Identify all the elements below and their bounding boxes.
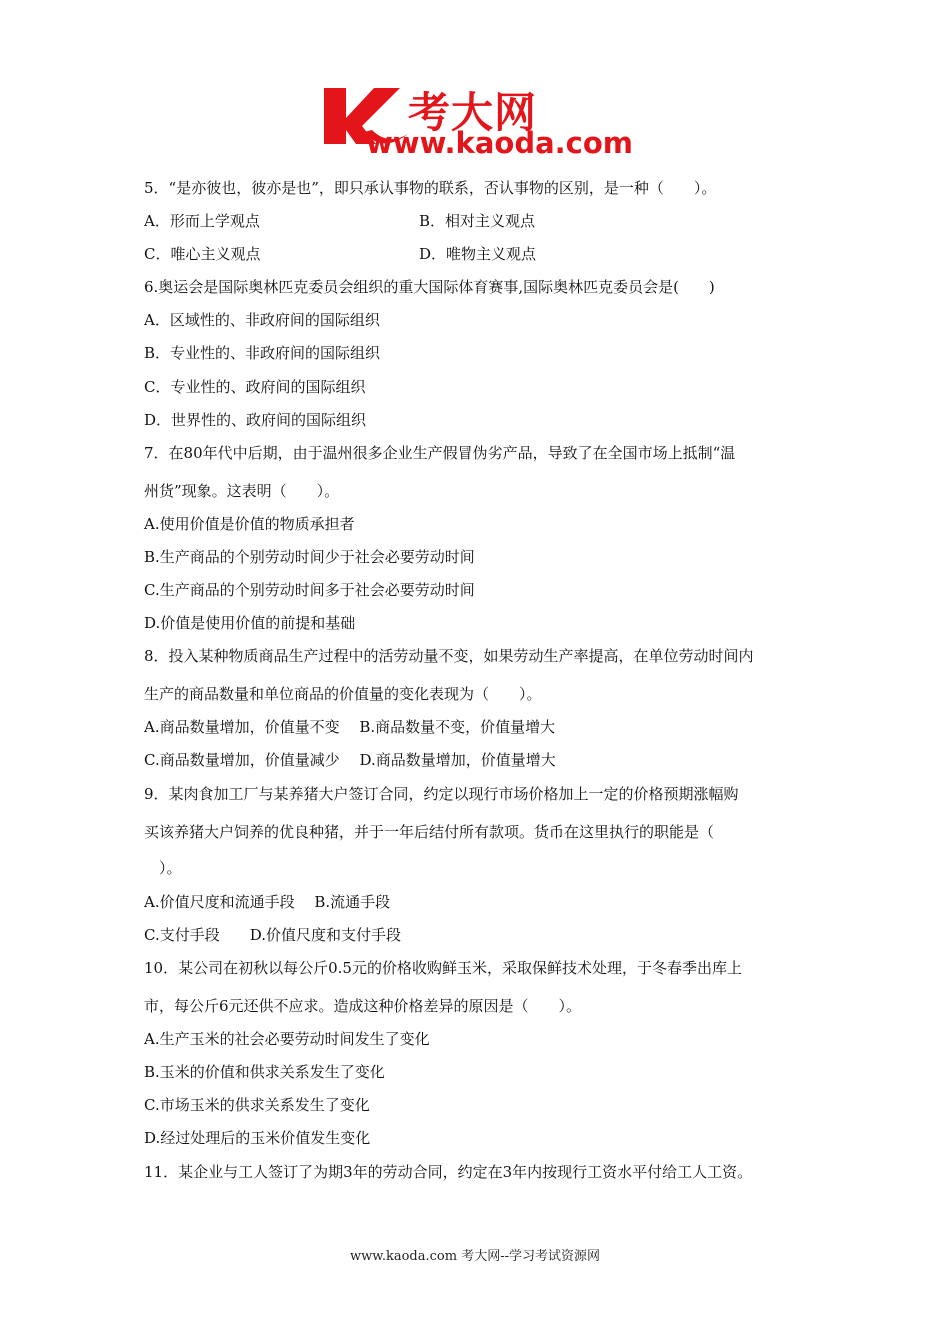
q5-stem: 5．“是亦彼也，彼亦是也”，即只承认事物的联系，否认事物的区别，是一种（ ）。 xyxy=(144,179,717,197)
q6-option-b: B．专业性的、非政府间的国际组织 xyxy=(144,344,381,362)
q8-options-ab: A.商品数量增加，价值量不变 B.商品数量不变，价值量增大 xyxy=(144,718,556,736)
q10-option-c: C.市场玉米的供求关系发生了变化 xyxy=(144,1096,370,1114)
q5-option-d: D．唯物主义观点 xyxy=(419,245,537,263)
q6-stem: 6.奥运会是国际奥林匹克委员会组织的重大国际体育赛事,国际奥林匹克委员会是( ) xyxy=(144,278,715,296)
logo-brand-text: 考大网 xyxy=(408,88,538,137)
q7-stem-line2: 州货”现象。这表明（ ）。 xyxy=(144,482,340,500)
q10-option-b: B.玉米的价值和供求关系发生了变化 xyxy=(144,1063,385,1081)
q7-option-b: B.生产商品的个别劳动时间少于社会必要劳动时间 xyxy=(144,548,475,566)
q8-stem-line2: 生产的商品数量和单位商品的价值量的变化表现为（ ）。 xyxy=(144,685,542,703)
q7-option-a: A.使用价值是价值的物质承担者 xyxy=(144,515,355,533)
q8-stem-line1: 8．投入某种物质商品生产过程中的活劳动量不变，如果劳动生产率提高，在单位劳动时间内 xyxy=(144,647,754,665)
q6-option-a: A．区域性的、非政府间的国际组织 xyxy=(144,311,380,329)
q7-option-c: C.生产商品的个别劳动时间多于社会必要劳动时间 xyxy=(144,581,475,599)
q10-stem-line1: 10．某公司在初秋以每公斤0.5元的价格收购鲜玉米，采取保鲜技术处理，于冬春季出库上 xyxy=(144,959,742,977)
q11-stem-line1: 11．某企业与工人签订了为期3年的劳动合同，约定在3年内按现行工资水平付给工人工资。 xyxy=(144,1163,753,1181)
q9-stem-line2: 买该养猪大户饲养的优良种猪，并于一年后结付所有款项。货币在这里执行的职能是（ xyxy=(144,823,715,841)
kaoda-logo xyxy=(318,84,638,160)
logo-url-text: www.kaoda.com xyxy=(366,126,633,160)
q9-options-cd: C.支付手段 D.价值尺度和支付手段 xyxy=(144,926,401,944)
q8-options-cd: C.商品数量增加，价值量减少 D.商品数量增加，价值量增大 xyxy=(144,751,556,769)
q7-stem-line1: 7．在80年代中后期，由于温州很多企业生产假冒伪劣产品，导致了在全国市场上抵制“温 xyxy=(144,444,736,462)
q5-option-a: A．形而上学观点 xyxy=(144,212,260,230)
page-footer: www.kaoda.com 考大网--学习考试资源网 xyxy=(350,1249,600,1264)
q10-option-a: A.生产玉米的社会必要劳动时间发生了变化 xyxy=(144,1030,430,1048)
q9-stem-line1: 9．某肉食加工厂与某养猪大户签订合同，约定以现行市场价格加上一定的价格预期涨幅购 xyxy=(144,785,739,803)
q6-option-d: D．世界性的、政府间的国际组织 xyxy=(144,411,367,429)
q10-stem-line2: 市，每公斤6元还供不应求。造成这种价格差异的原因是（ ）。 xyxy=(144,997,582,1015)
q6-option-c: C．专业性的、政府间的国际组织 xyxy=(144,378,366,396)
q10-option-d: D.经过处理后的玉米价值发生变化 xyxy=(144,1129,371,1147)
q5-option-b: B．相对主义观点 xyxy=(419,212,536,230)
q9-options-ab: A.价值尺度和流通手段 B.流通手段 xyxy=(144,893,391,911)
q7-option-d: D.价值是使用价值的前提和基础 xyxy=(144,614,356,632)
q5-option-c: C．唯心主义观点 xyxy=(144,245,261,263)
q9-stem-line3: ）。 xyxy=(144,859,182,877)
